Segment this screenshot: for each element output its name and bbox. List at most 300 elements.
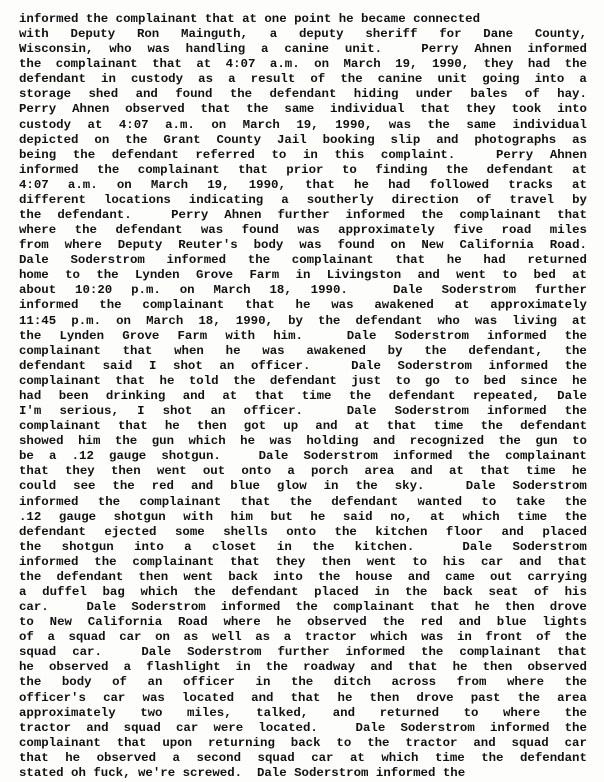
- document-word: custody: [19, 117, 72, 132]
- document-word: defendant: [269, 87, 337, 102]
- document-word: said: [342, 509, 373, 524]
- document-line: [19, 540, 587, 555]
- document-word: the: [246, 102, 269, 117]
- document-word: travel: [509, 192, 555, 207]
- document-word: was: [269, 434, 292, 449]
- document-word: floor: [445, 524, 484, 539]
- document-word: March: [343, 57, 381, 72]
- document-word: had: [483, 253, 506, 268]
- document-line: [19, 283, 587, 298]
- document-word: locations: [103, 192, 171, 207]
- document-word: complainant: [19, 373, 101, 388]
- document-word: home: [19, 268, 49, 283]
- document-word: the: [355, 479, 378, 494]
- document-word: where: [19, 223, 57, 238]
- document-word: unit: [437, 72, 468, 87]
- document-word: March: [146, 313, 184, 328]
- document-word: a: [269, 27, 278, 42]
- document-word: went: [183, 569, 214, 584]
- document-line: [19, 223, 587, 238]
- document-word: defendant: [269, 373, 337, 388]
- document-word: Dale: [86, 600, 117, 615]
- document-line: [19, 268, 587, 283]
- document-word: complainant: [142, 298, 225, 313]
- document-word: he: [474, 600, 490, 615]
- document-word: Dale: [355, 720, 386, 735]
- document-word: be: [19, 449, 34, 464]
- document-word: finding: [375, 162, 428, 177]
- document-word: informed: [487, 328, 547, 343]
- document-word: from: [19, 238, 49, 253]
- document-word: defendant.: [57, 208, 132, 223]
- document-word: and: [86, 720, 109, 735]
- document-word: in: [323, 479, 339, 494]
- document-word: the: [481, 750, 504, 765]
- document-line: [19, 479, 587, 494]
- document-word: see: [73, 479, 96, 494]
- sentence-gap: [327, 359, 334, 374]
- document-word: the: [99, 298, 122, 313]
- document-word: tractor: [405, 735, 458, 750]
- document-word: time: [433, 419, 464, 434]
- document-word: located.: [258, 720, 318, 735]
- document-line: [19, 27, 587, 42]
- document-word: Livingston: [326, 268, 402, 283]
- sentence-gap: [435, 540, 442, 555]
- document-word: ejected: [104, 524, 157, 539]
- document-word: a: [261, 42, 269, 57]
- document-word: the: [97, 494, 121, 509]
- document-word: time: [434, 750, 465, 765]
- document-word: told: [188, 373, 219, 388]
- document-word: defendant: [19, 524, 86, 539]
- document-word: talked,: [256, 705, 309, 720]
- document-word: 1990,: [248, 177, 286, 192]
- document-word: the: [564, 675, 587, 690]
- document-word: Jail: [276, 132, 307, 147]
- document-word: which: [381, 750, 419, 765]
- document-word: the: [382, 615, 405, 630]
- document-word: a: [184, 539, 192, 554]
- document-word: defendant: [19, 358, 86, 373]
- document-word: gauge: [109, 449, 147, 464]
- document-word: informed: [527, 42, 587, 57]
- document-word: 19,: [395, 57, 418, 72]
- document-word: informed: [392, 449, 453, 464]
- document-word: March: [242, 117, 280, 132]
- document-word: then: [138, 569, 169, 584]
- document-line: [19, 660, 587, 675]
- document-word: back: [290, 735, 321, 750]
- document-word: the: [348, 388, 372, 403]
- document-word: shotgun: [61, 539, 114, 554]
- document-word: on: [179, 283, 195, 298]
- document-word: as: [183, 630, 199, 645]
- document-word: for: [439, 27, 462, 42]
- document-word: to: [271, 147, 287, 162]
- document-word: a: [579, 72, 587, 87]
- document-word: shed: [88, 87, 119, 102]
- document-word: informed: [19, 554, 79, 569]
- document-word: ditch: [333, 675, 371, 690]
- document-word: California: [459, 238, 534, 253]
- document-line: [19, 691, 587, 706]
- document-word: could: [19, 479, 57, 494]
- document-word: to: [572, 434, 587, 449]
- document-line: [19, 118, 587, 133]
- document-word: in: [101, 72, 116, 87]
- document-word: shotgun: [113, 509, 166, 524]
- document-line: [19, 706, 587, 721]
- document-word: by: [387, 343, 403, 358]
- document-word: .12: [19, 509, 42, 524]
- document-word: that: [230, 554, 260, 569]
- document-word: indicating: [188, 192, 264, 207]
- document-word: repeated,: [472, 388, 540, 403]
- document-word: observed: [125, 102, 185, 117]
- document-word: in: [276, 539, 292, 554]
- document-word: that: [254, 388, 285, 403]
- document-word: the: [233, 373, 256, 388]
- document-word: Ahnen: [549, 147, 587, 162]
- document-word: at: [196, 57, 212, 72]
- document-word: defendant: [19, 72, 86, 87]
- document-word: 1990,: [335, 117, 373, 132]
- document-word: Soderstrom: [512, 539, 587, 554]
- document-word: a: [172, 750, 180, 765]
- document-word: and: [372, 434, 396, 449]
- document-word: further: [277, 645, 330, 660]
- document-word: informed: [19, 298, 79, 313]
- document-word: and: [458, 615, 481, 630]
- document-line: [19, 464, 587, 479]
- document-word: same: [466, 117, 497, 132]
- document-word: red: [151, 479, 174, 494]
- document-word: sky.: [394, 479, 425, 494]
- document-word: same: [284, 102, 315, 117]
- document-word: and: [410, 464, 433, 479]
- document-word: living: [512, 313, 557, 328]
- document-word: returned: [527, 253, 587, 268]
- sentence-gap: [118, 645, 125, 660]
- document-word: the: [517, 690, 540, 705]
- document-word: glow: [276, 479, 307, 494]
- document-word: to: [395, 373, 411, 388]
- document-word: blue: [230, 479, 260, 494]
- document-word: where: [64, 238, 102, 253]
- document-word: that: [115, 373, 146, 388]
- document-word: drinking: [105, 388, 166, 403]
- document-word: back: [443, 584, 473, 599]
- document-word: tractor: [304, 630, 357, 645]
- document-word: that: [245, 298, 275, 313]
- document-word: the: [564, 509, 587, 524]
- document-word: were: [213, 720, 244, 735]
- document-word: came: [445, 569, 475, 584]
- document-word: New: [421, 238, 444, 253]
- document-word: p.m.: [131, 283, 161, 298]
- document-word: different: [19, 192, 86, 207]
- document-word: porch: [311, 464, 349, 479]
- document-word: the: [229, 87, 253, 102]
- document-word: a.m.: [269, 57, 300, 72]
- document-word: defendant: [56, 569, 124, 584]
- document-word: he: [159, 373, 175, 388]
- document-word: at: [572, 162, 587, 177]
- document-word: sheriff: [365, 27, 418, 42]
- document-word: Farm: [177, 328, 208, 343]
- document-word: the: [96, 162, 120, 177]
- document-word: County,: [534, 27, 587, 42]
- document-word: going: [482, 72, 520, 87]
- document-word: he: [225, 343, 241, 358]
- document-word: Dale: [462, 539, 493, 554]
- document-word: the: [19, 57, 42, 72]
- document-line: [19, 178, 587, 193]
- document-word: defendant,: [468, 343, 543, 358]
- document-word: squad: [511, 735, 549, 750]
- document-line: [19, 102, 587, 117]
- document-word: informed: [19, 494, 79, 509]
- document-word: the: [290, 675, 314, 690]
- document-word: 18,: [269, 283, 292, 298]
- document-word: two: [140, 705, 163, 720]
- document-word: bed: [533, 268, 556, 283]
- document-word: unit.: [344, 42, 383, 57]
- document-word: complainant: [332, 600, 415, 615]
- document-word: March: [213, 283, 251, 298]
- document-word: squad: [19, 645, 57, 660]
- document-word: the: [96, 268, 119, 283]
- document-word: Ahnen: [224, 208, 262, 223]
- document-word: Soderstrom: [303, 449, 378, 464]
- document-word: the: [564, 404, 587, 419]
- document-word: Perry: [19, 102, 57, 117]
- document-word: which: [188, 434, 226, 449]
- document-word: found: [241, 223, 279, 238]
- document-word: holding: [306, 434, 359, 449]
- document-word: shotgun.: [161, 449, 221, 464]
- document-word: was: [388, 117, 412, 132]
- document-line: [19, 404, 587, 419]
- document-word: a: [287, 464, 295, 479]
- document-word: no,: [390, 509, 413, 524]
- document-word: as: [572, 132, 587, 147]
- document-word: further: [534, 283, 587, 298]
- document-line: [19, 449, 587, 464]
- document-word: defendant: [486, 162, 554, 177]
- document-word: car.: [72, 645, 102, 660]
- document-word: a: [47, 630, 55, 645]
- document-word: observed: [49, 660, 109, 675]
- document-word: that: [305, 177, 335, 192]
- document-word: 10:20: [75, 283, 113, 298]
- sentence-gap: [367, 283, 374, 298]
- document-word: officer's: [19, 690, 86, 705]
- document-line: [19, 374, 587, 389]
- document-word: of: [534, 584, 549, 599]
- document-word: got: [243, 419, 267, 434]
- document-word: at: [572, 177, 587, 192]
- document-word: his: [442, 554, 466, 569]
- document-word: of: [310, 72, 326, 87]
- document-word: found: [337, 238, 375, 253]
- document-word: observed: [96, 750, 157, 765]
- document-word: complainant: [19, 735, 101, 750]
- document-word: the: [72, 147, 96, 162]
- document-word: Ahnen: [474, 42, 512, 57]
- document-word: well: [211, 630, 242, 645]
- document-line: [19, 434, 587, 449]
- document-word: approximately: [490, 298, 587, 313]
- document-word: that: [395, 253, 426, 268]
- document-word: where: [506, 675, 545, 690]
- document-word: at: [430, 509, 445, 524]
- document-word: had: [388, 177, 411, 192]
- document-word: area: [364, 464, 395, 479]
- document-word: who: [437, 313, 460, 328]
- document-word: house: [355, 569, 393, 584]
- document-word: that: [557, 208, 587, 223]
- document-word: at: [349, 750, 365, 765]
- document-word: and: [182, 388, 205, 403]
- document-word: seat: [488, 584, 519, 599]
- document-word: that: [238, 162, 268, 177]
- document-line: [19, 389, 587, 404]
- document-word: 11:45: [19, 313, 57, 328]
- document-word: the: [112, 479, 135, 494]
- document-word: informed: [19, 162, 79, 177]
- document-word: to: [65, 268, 80, 283]
- document-word: past: [470, 690, 501, 705]
- document-word: Lynden: [59, 328, 105, 343]
- document-word: defendant: [231, 584, 299, 599]
- document-word: Reuter's: [178, 238, 238, 253]
- document-word: to: [19, 615, 34, 630]
- document-word: time: [517, 509, 548, 524]
- document-word: a: [123, 660, 132, 675]
- document-word: he: [19, 660, 34, 675]
- document-word: Lynden: [134, 268, 180, 283]
- document-word: and: [436, 132, 459, 147]
- document-word: was: [200, 223, 224, 238]
- document-line: [19, 42, 587, 57]
- document-word: the: [424, 343, 447, 358]
- document-word: the: [19, 328, 42, 343]
- document-word: took: [511, 102, 542, 117]
- document-line: [19, 645, 587, 660]
- document-word: hay.: [557, 87, 587, 102]
- document-word: Dale: [141, 645, 172, 660]
- document-word: a.m.: [67, 177, 98, 192]
- document-word: the: [367, 735, 390, 750]
- document-word: had: [19, 388, 42, 403]
- document-word: Soderstrom: [394, 404, 469, 419]
- document-word: drove: [549, 600, 587, 615]
- document-word: Dale: [465, 479, 496, 494]
- document-word: photographs: [474, 132, 557, 147]
- document-word: informed: [220, 600, 281, 615]
- document-word: was: [474, 313, 498, 328]
- document-word: informed: [345, 208, 406, 223]
- document-word: time: [526, 464, 556, 479]
- document-word: that: [240, 494, 271, 509]
- document-word: went: [156, 464, 187, 479]
- document-word: to: [454, 373, 470, 388]
- document-word: the: [445, 162, 469, 177]
- document-word: in: [255, 675, 271, 690]
- document-word: Dale: [346, 404, 377, 419]
- document-word: complainant: [132, 554, 215, 569]
- document-line: [19, 525, 587, 540]
- document-word: and: [251, 690, 274, 705]
- document-word: back: [228, 569, 258, 584]
- document-word: the: [564, 720, 587, 735]
- document-word: up: [283, 419, 299, 434]
- document-word: depicted: [19, 132, 79, 147]
- document-word: squad: [257, 750, 295, 765]
- document-word: individual: [512, 117, 587, 132]
- document-word: booking: [322, 132, 375, 147]
- document-word: Farm: [249, 268, 280, 283]
- document-word: Dane: [483, 27, 514, 42]
- document-word: direction: [391, 192, 459, 207]
- document-word: into: [534, 72, 565, 87]
- document-word: into: [273, 569, 303, 584]
- document-word: since: [520, 373, 558, 388]
- document-word: Soderstrom: [512, 479, 587, 494]
- document-word: further: [277, 208, 330, 223]
- document-word: to: [341, 162, 357, 177]
- document-word: defendant: [519, 750, 587, 765]
- document-word: who: [109, 42, 132, 57]
- document-word: car: [175, 720, 199, 735]
- document-word: bag: [102, 584, 125, 599]
- document-word: prior: [286, 162, 324, 177]
- document-word: where: [223, 615, 261, 630]
- sentence-gap: [321, 404, 328, 419]
- document-word: New: [49, 615, 72, 630]
- document-word: the: [564, 358, 587, 373]
- document-word: canine: [284, 42, 329, 57]
- document-word: Dale: [557, 388, 587, 403]
- document-word: returned: [379, 705, 440, 720]
- document-word: at: [454, 298, 470, 313]
- document-line: [19, 193, 587, 208]
- document-line: [19, 736, 587, 751]
- document-word: and: [332, 705, 356, 720]
- document-word: that: [557, 554, 587, 569]
- document-word: that: [557, 645, 587, 660]
- document-word: Mainguth,: [181, 27, 248, 42]
- document-line: [19, 585, 587, 600]
- document-word: of: [112, 675, 127, 690]
- document-word: showed: [19, 434, 64, 449]
- document-word: handling: [185, 42, 246, 57]
- document-word: the: [94, 554, 117, 569]
- document-word: on: [314, 57, 330, 72]
- document-word: carrying: [527, 569, 587, 584]
- document-line: [19, 208, 587, 223]
- document-word: in: [295, 268, 311, 283]
- document-word: time: [301, 388, 332, 403]
- document-word: gauge: [58, 509, 97, 524]
- document-line: [19, 72, 587, 87]
- document-word: they: [275, 554, 306, 569]
- document-word: but: [270, 509, 293, 524]
- document-word: the: [421, 208, 444, 223]
- document-word: defendant: [111, 147, 179, 162]
